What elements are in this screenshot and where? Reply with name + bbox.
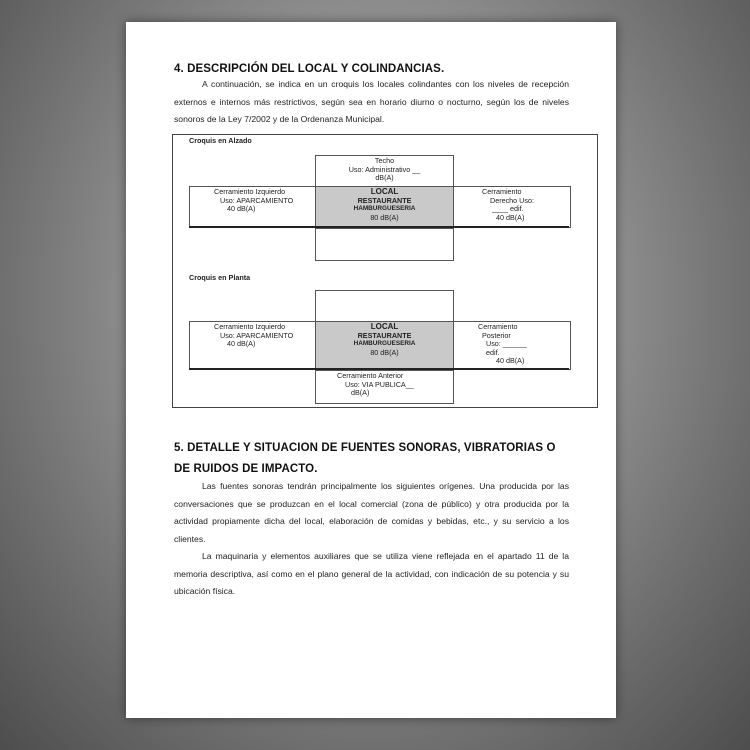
planta-bottom-label: Cerramiento Anterior Uso: VIA PUBLICA__ dB(A) xyxy=(337,371,414,398)
planta-upper-box xyxy=(315,290,454,323)
document-page xyxy=(126,22,616,718)
alzado-center-label: LOCAL RESTAURANTE HAMBURGUESERIA 80 dB(A) xyxy=(353,187,416,222)
planta-center-label: LOCAL RESTAURANTE HAMBURGUESERIA 80 dB(A) xyxy=(353,322,416,357)
section-5-paragraph-1: Las fuentes sonoras tendrán principalmente los siguientes orígenes. Una producida por las conversaciones que se produzcan en el local comercial (zona de público) y otra producida por la actividad propiamente dicha del local, elaboración de comidas y bebidas, etc., y su servicio a los clientes. xyxy=(174,481,569,544)
alzado-techo-label: Techo Uso: Administrativo __ dB(A) xyxy=(348,156,421,183)
section-4-heading: 4. DESCRIPCIÓN DEL LOCAL Y COLINDANCIAS. xyxy=(174,63,445,75)
section-5-heading: 5. DETALLE Y SITUACION DE FUENTES SONORAS, VIBRATORIAS O DE RUIDOS DE IMPACTO. xyxy=(174,442,556,475)
planta-title: Croquis en Planta xyxy=(189,273,251,282)
alzado-right-label: Cerramiento Derecho Uso: ____ edif. 40 dB(A) xyxy=(482,187,534,222)
section-5-paragraph-2: La maquinaria y elementos auxiliares que se utiliza viene reflejada en el apartado 11 de la memoria descriptiva, así como en el plano general de la actividad, con indicación de su potencia y su ubicación física. xyxy=(174,551,569,596)
alzado-lower-box xyxy=(315,228,454,261)
alzado-title: Croquis en Alzado xyxy=(189,136,252,145)
planta-right-label: Cerramiento Posterior Uso: ______ edif. 40 dB(A) xyxy=(478,322,527,366)
planta-left-label: Cerramiento Izquierdo Uso: APARCAMIENTO 40 dB(A) xyxy=(214,322,294,349)
alzado-left-label: Cerramiento Izquierdo Uso: APARCAMIENTO 40 dB(A) xyxy=(214,187,294,214)
section-4-intro: A continuación, se indica en un croquis los locales colindantes con los niveles de recepción externos e internos más restrictivos, según sea en horario diurno o nocturno, según los de niveles sonoros de la Ley 7/2002 y de la Ordenanza Municipal. xyxy=(174,79,569,124)
